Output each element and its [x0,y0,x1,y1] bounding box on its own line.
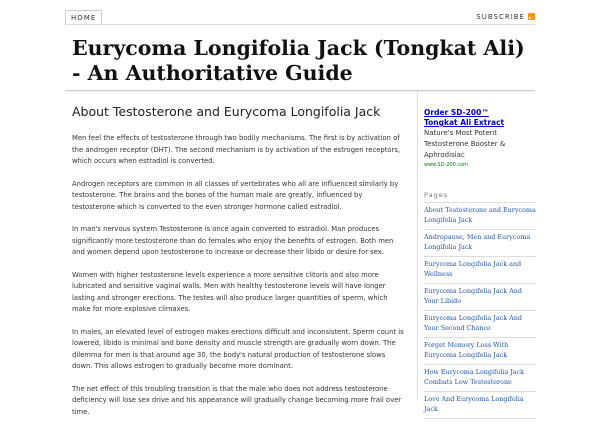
post-paragraph: Androgen receptors are common in all classes of vertebrates who all are influenced similarly by testosterone. The brains and the bones of the human male are greatly, influenced by testosterone which is converted to the even stronger hormone called estradiol. [72,179,399,211]
ad-text-line1: Nature's Most Potent [424,129,497,137]
sidebar [424,108,536,419]
post-title: About Testosterone and Eurycoma Longifolia Jack [72,104,381,119]
page-link[interactable]: Eurycoma Longifolia Jack And Your Second Chance [424,311,536,338]
main-content [72,100,407,429]
header-divider [65,90,535,92]
post-paragraph: The net effect of this troubling transition is that the male who does not address testosterone deficiency will lose sex drive and his appearance will gradually change becoming more frail over time. [72,384,402,416]
page-link[interactable]: Andropause, Men and Eurycoma Longifolia Jack [424,230,536,257]
subscribe-label[interactable]: SUBSCRIBE [476,13,525,21]
page-link[interactable]: About Testosterone and Eurycoma Longifolia Jack [424,203,536,230]
rss-icon[interactable] [528,13,535,20]
home-tab[interactable]: HOME [65,10,102,24]
post-paragraph: In man's nervous system Testosterone is once again converted to estradiol. Man produces significantly more testosterone than do females who enjoy the benefits of estrogen. Both men and women depend upon testosterone to increase or decrease their libido or desire for sex. [72,225,394,256]
page-link[interactable]: Eurycoma Longifolia Jack And Your Libido [424,284,536,311]
page-link[interactable]: Eurycoma Longifolia Jack and Wellness [424,257,536,284]
top-navigation [65,10,535,25]
ad-link-line2[interactable]: Tongkat Ali Extract [424,118,505,127]
post-paragraph: Men feel the effects of testosterone through two bodily mechanisms. The first is by activation of the androgen receptor (DHT). The second mechanism is by activation of the estrogen receptors, which occurs when estradiol is converted. [72,134,401,165]
post-paragraph: In males, an elevated level of estrogen makes erections difficult and inconsistent. Sperm count is lowered, libido is minimal and bone density and muscle strength are gradually worn down. The dilemma for men is that around age 30, the body's natural production of testosterone slows down. This allows estrogen to gradually become more dominant. [72,327,404,370]
subscribe-link[interactable] [476,11,535,23]
ad-text-line3: Aphrodisiac [424,151,465,159]
sidebar-divider [417,92,418,400]
page-link[interactable]: Forget Memory Loss With Eurycoma Longifolia Jack [424,338,536,365]
page-link[interactable]: Love And Eurycoma Longifolia Jack [424,392,536,419]
ad-url[interactable]: www.SD-200.com [424,162,469,168]
post-paragraph: Women with higher testosterone levels experience a more sensitive clitoris and also more lubricated and sensitive vaginal walls. Men with healthy testosterone levels will have longer lasting and stronger erections. The testes will also produce larger quantities of sperm, which make for more explosive climaxes. [72,270,388,313]
site-title[interactable]: Eurycoma Longifolia Jack (Tongkat Ali) - An Authoritative Guide [72,36,525,85]
sidebar-ad [424,108,536,169]
pages-heading: Pages [424,191,536,203]
page-link[interactable]: How Eurycoma Longifolia Jack Combats Low Testosterone [424,365,536,392]
pages-list [424,203,536,419]
ad-text-line2: Testosterone Booster & [424,140,506,148]
ad-link-line1[interactable]: Order SD-200™ [424,108,489,117]
